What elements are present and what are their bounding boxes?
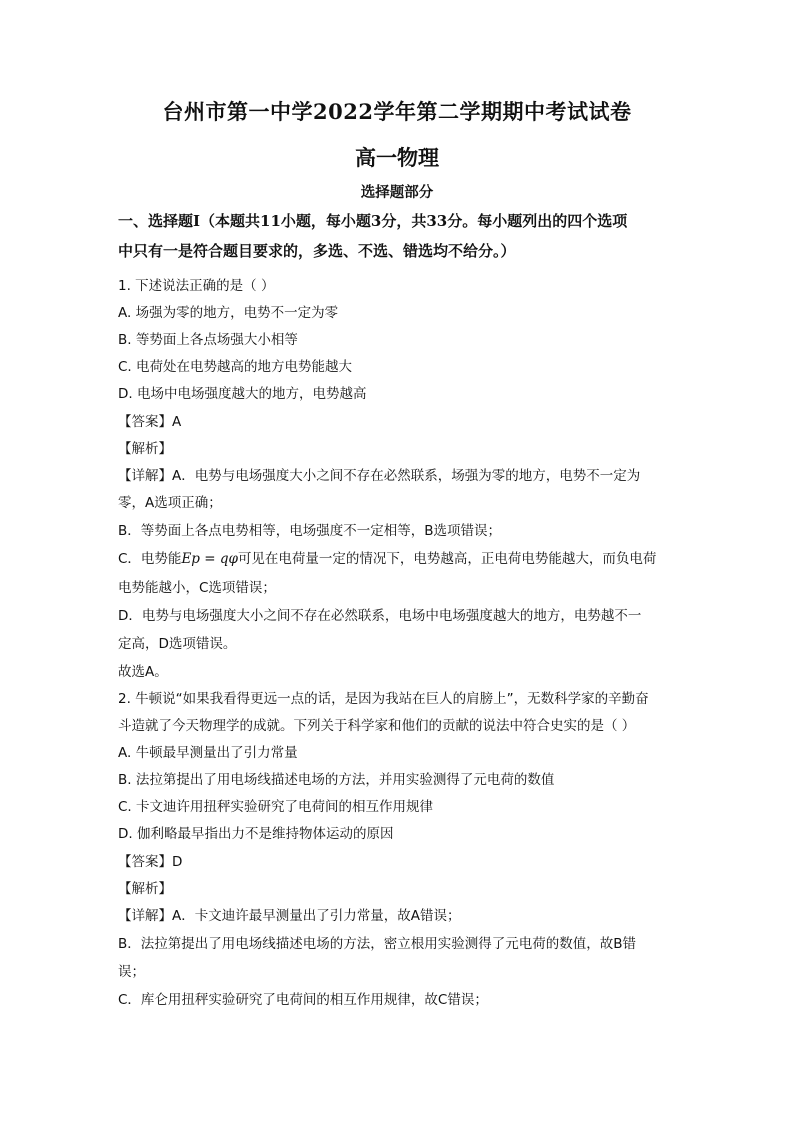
- q1-detail-line3: B．等势面上各点电势相等，电场强度不一定相等，B选项错误；: [118, 523, 502, 539]
- exam-title: 台州市第一中学2022学年第二学期期中考试试卷: [162, 99, 632, 124]
- subject-title: 高一物理: [355, 145, 439, 170]
- q2-detail-line3: 误；: [118, 964, 145, 980]
- q2-detail-line2: B．法拉第提出了用电场线描述电场的方法，密立根用实验测得了元电荷的数值，故B错: [118, 936, 637, 952]
- q2-option-b: B. 法拉第提出了用电场线描述电场的方法，并用实验测得了元电荷的数值: [118, 772, 555, 788]
- q1-c-rest: 可见在电荷量一定的情况下，电势越高，正电荷电势能越大，而负电荷: [237, 551, 657, 567]
- q2-analysis-label: 【解析】: [118, 881, 172, 897]
- q2-option-d: D. 伽利略最早指出力不是维持物体运动的原因: [118, 826, 394, 842]
- q2-stem-line2: 斗造就了今天物理学的成就。下列关于科学家和他们的贡献的说法中符合史实的是（ ）: [118, 718, 636, 734]
- q1-detail-line4: [118, 547, 698, 567]
- q2-answer: 【答案】D: [118, 854, 183, 870]
- q2-option-a: A. 牛顿最早测量出了引力常量: [118, 745, 298, 761]
- q2-option-c: C. 卡文迪许用扭秤实验研究了电荷间的相互作用规律: [118, 799, 434, 815]
- q1-option-b: B. 等势面上各点场强大小相等: [118, 332, 298, 348]
- q2-detail-line4: C．库仑用扭秤实验研究了电荷间的相互作用规律，故C错误；: [118, 992, 488, 1008]
- q1-c-prefix: C．电势能: [118, 551, 182, 567]
- q1-detail-line1: 【详解】A．电势与电场强度大小之间不存在必然联系，场强为零的地方，电势不一定为: [118, 468, 641, 484]
- q1-detail-line7: 定高，D选项错误。: [118, 636, 237, 652]
- q1-stem: 1. 下述说法正确的是（ ）: [118, 278, 275, 294]
- part-title: 选择题部分: [360, 184, 434, 201]
- q2-detail-line1: 【详解】A．卡文迪许最早测量出了引力常量，故A错误；: [118, 908, 461, 924]
- section-instructions-line2: 中只有一是符合题目要求的，多选、不选、错选均不给分。）: [118, 242, 516, 260]
- q1-answer: 【答案】A: [118, 414, 182, 430]
- section-instructions-line1: 一、选择题Ⅰ（本题共11小题，每小题3分，共33分。每小题列出的四个选项: [118, 212, 628, 230]
- q1-analysis-label: 【解析】: [118, 441, 172, 457]
- q1-option-d: D. 电场中电场强度越大的地方，电势越高: [118, 386, 367, 402]
- q1-option-a: A. 场强为零的地方，电势不一定为零: [118, 305, 339, 321]
- q1-conclusion: 故选A。: [118, 664, 168, 680]
- q1-detail-line6: D．电势与电场强度大小之间不存在必然联系，电场中电场强度越大的地方，电势越不一: [118, 608, 642, 624]
- q1-formula: Ep = qφ: [181, 551, 238, 567]
- q2-stem-line1: 2. 牛顿说“如果我看得更远一点的话，是因为我站在巨人的肩膀上”，无数科学家的辛勤奋: [118, 691, 649, 707]
- q1-option-c: C. 电荷处在电势越高的地方电势能越大: [118, 359, 353, 375]
- q1-detail-line2: 零，A选项正确；: [118, 495, 222, 511]
- q1-detail-line5: 电势能越小，C选项错误；: [118, 580, 276, 596]
